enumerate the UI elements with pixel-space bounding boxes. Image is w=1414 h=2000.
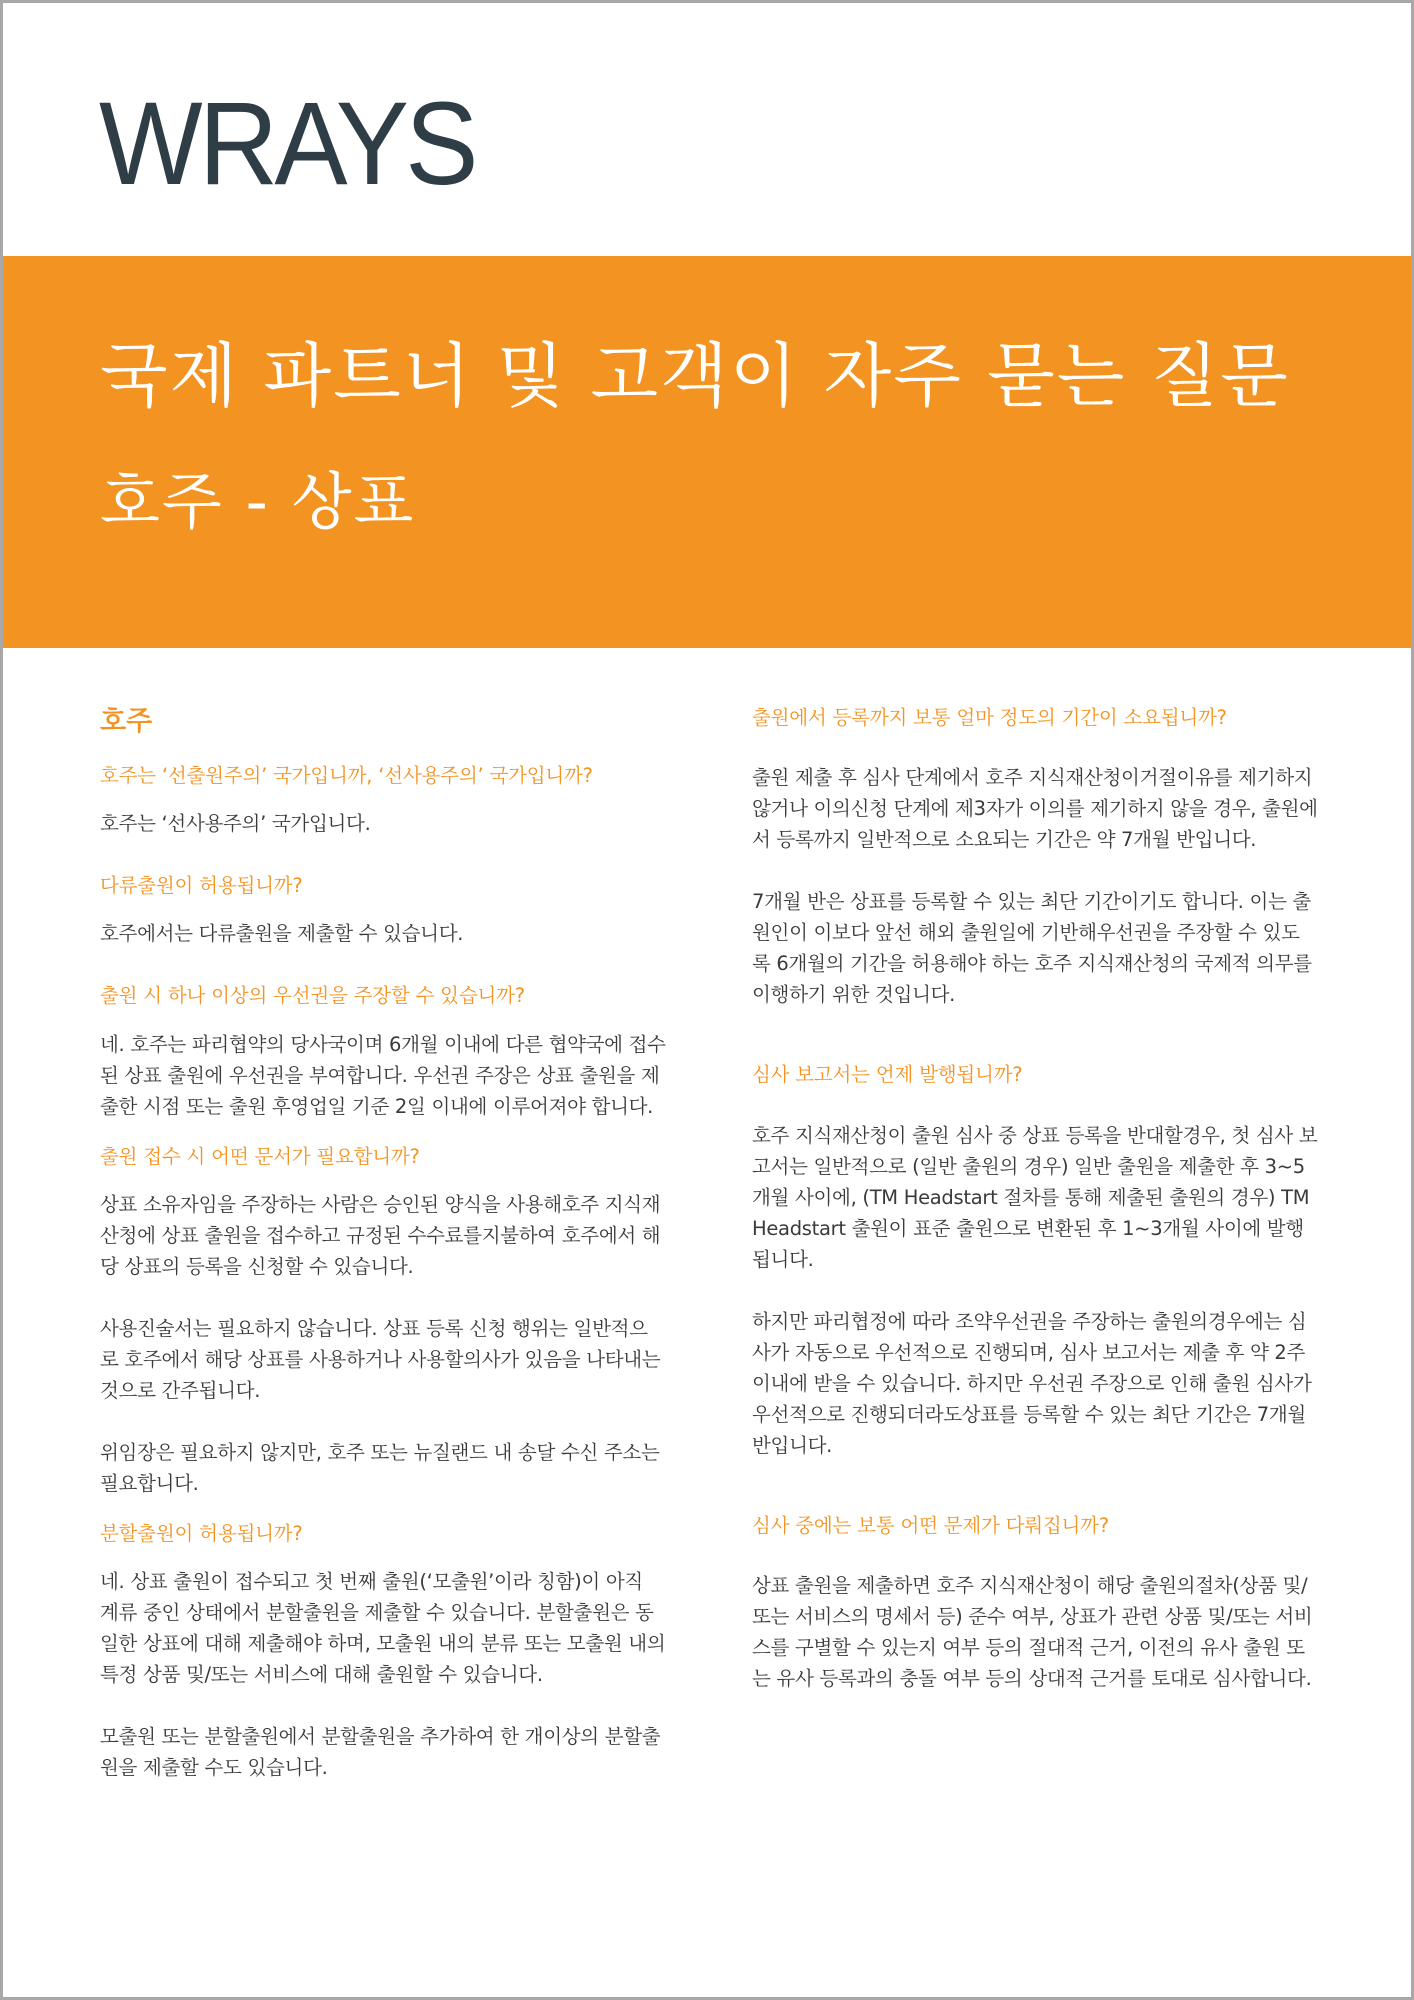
answer-exam-issues: 상표 출원을 제출하면 호주 지식재산청이 해당 출원의절차(상품 및/또는 서비스의 명세서 등) 준수 여부, 상표가 관련 상품 및/또는 서비스를 구별할 수 있는지 여부 등의 절대적 근거, 이전의 유사 출원 또는 유사 등록과의 충돌 여부 등의 상대적 근거를 토대로 심사합니다. <box>752 1573 1313 1690</box>
question-first-to-file: 호주는 ‘선출원주의’ 국가입니까, ‘선사용주의’ 국가입니까? <box>100 763 593 787</box>
title-banner <box>3 256 1411 648</box>
answer-exam-report-paragraph: 호주 지식재산청이 출원 심사 중 상표 등록을 반대할경우, 첫 심사 보고서는 일반적으로 (일반 출원의 경우) 일반 출원을 제출한 후 3~5개월 사이에, (TM Headstart 절차를 통해 제출된 출원의 경우) TM Headstart 출원이 표준 출원으로 변환된 후 1~3개월 사이에 발행됩니다. <box>752 1123 1318 1271</box>
left-column <box>100 703 666 1803</box>
answer-registration-time-paragraph: 7개월 반은 상표를 등록할 수 있는 최단 기간이기도 합니다. 이는 출원인이 이보다 앞선 해외 출원일에 기반해우선권을 주장할 수 있도록 6개월의 기간을 허용해야 하는 호주 지식재산청의 국제적 의무를 이행하기 위한 것입니다. <box>752 890 1312 1007</box>
question-registration-time: 출원에서 등록까지 보통 얼마 정도의 기간이 소요됩니까? <box>752 706 1227 729</box>
answer-multi-class: 호주에서는 다류출원을 제출할 수 있습니다. <box>100 922 464 946</box>
question-exam-issues: 심사 중에는 보통 어떤 문제가 다뤄집니까? <box>752 1513 1109 1537</box>
answer-divisional-paragraph: 네. 상표 출원이 접수되고 첫 번째 출원(‘모출원’이라 칭함)이 아직 계류 중인 상태에서 분할출원을 제출할 수 있습니다. 분할출원은 동일한 상표에 대해 제출해야 하며, 모출원 내의 분류 또는 모출원 내의 특정 상품 및/또는 서비스에 대해 출원할 수 있습니다. <box>100 1570 666 1687</box>
answer-divisional-paragraph: 모출원 또는 분할출원에서 분할출원을 추가하여 한 개이상의 분할출원을 제출할 수도 있습니다. <box>100 1725 661 1780</box>
answer-documents-paragraph: 상표 소유자임을 주장하는 사람은 승인된 양식을 사용해호주 지식재산청에 상표 출원을 접수하고 규정된 수수료를지불하여 호주에서 해당 상표의 등록을 신청할 수 있습니다. <box>100 1192 661 1278</box>
answer-documents-paragraph: 위임장은 필요하지 않지만, 호주 또는 뉴질랜드 내 송달 수신 주소는 필요합니다. <box>100 1440 660 1495</box>
question-documents: 출원 접수 시 어떤 문서가 필요합니까? <box>100 1144 420 1168</box>
answer-registration-time-paragraph: 출원 제출 후 심사 단계에서 호주 지식재산청이거절이유를 제기하지 않거나 이의신청 단계에 제3자가 이의를 제기하지 않을 경우, 출원에서 등록까지 일반적으로 소요되는 기간은 약 7개월 반입니다. <box>752 766 1318 852</box>
question-exam-report: 심사 보고서는 언제 발행됩니까? <box>752 1063 1023 1087</box>
answer-priority: 네. 호주는 파리협약의 당사국이며 6개월 이내에 다른 협약국에 접수된 상표 출원에 우선권을 부여합니다. 우선권 주장은 상표 출원을 제출한 시점 또는 출원 후영업일 기준 2일 이내에 이루어져야 합니다. <box>100 1032 666 1118</box>
answer-exam-report-paragraph: 하지만 파리협정에 따라 조약우선권을 주장하는 출원의경우에는 심사가 자동으로 우선적으로 진행되며, 심사 보고서는 제출 후 약 2주 이내에 받을 수 있습니다. 하지만 우선권 주장으로 인해 출원 심사가 우선적으로 진행되더라도상표를 등록할 수 있는 최단 기간은 7개월 반입니다. <box>752 1309 1312 1457</box>
question-multi-class: 다류출원이 허용됩니까? <box>100 874 303 898</box>
right-column <box>752 703 1318 1714</box>
answer-documents-paragraph: 사용진술서는 필요하지 않습니다. 상표 등록 신청 행위는 일반적으로 호주에서 해당 상표를 사용하거나 사용할의사가 있음을 나타내는 것으로 간주됩니다. <box>100 1316 661 1402</box>
answer-first-to-file: 호주는 ‘선사용주의’ 국가입니다. <box>100 812 371 836</box>
section-title: 호주 <box>100 706 153 737</box>
question-priority: 출원 시 하나 이상의 우선권을 주장할 수 있습니까? <box>100 984 525 1008</box>
page-title: 국제 파트너 및 고객이 자주 묻는 질문 <box>100 335 1290 417</box>
page-subtitle: 호주 - 상표 <box>100 465 416 538</box>
wrays-logo: WRAYS <box>99 78 475 210</box>
question-divisional: 분할출원이 허용됩니까? <box>100 1521 303 1545</box>
